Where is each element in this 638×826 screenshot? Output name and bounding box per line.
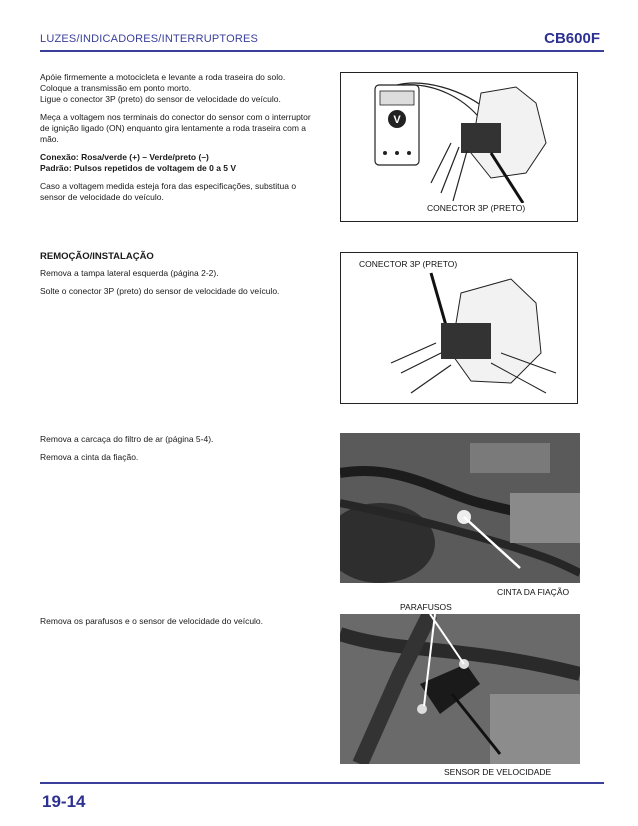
instruction-text: Remova a carcaça do filtro de ar (página 5-4). [40,434,214,444]
header-rule [40,50,604,52]
voltage-test-illustration [341,73,577,221]
model-name: CB600F [544,30,600,47]
photo-speed-sensor [340,614,580,764]
figure-voltage-test [340,72,578,222]
figure-connector [340,252,578,404]
speed-sensor-photo [340,614,580,764]
instruction-text: Remova os parafusos e o sensor de velocidade do veículo. [40,616,264,626]
fig1-callout: CONECTOR 3P (PRETO) [427,203,526,213]
section-heading: REMOÇÃO/INSTALAÇÃO [40,251,154,262]
test-instructions [40,72,318,210]
page-number: 19-14 [42,792,86,811]
connector-illustration [341,253,577,403]
air-filter-instructions [40,434,318,470]
instruction-text: Caso a voltagem medida esteja fora das especificações, substitua o sensor de velocidade do veículo. [40,181,297,202]
section-title: LUZES/INDICADORES/INTERRUPTORES [40,33,259,45]
instruction-text: Meça a voltagem nos terminais do conector do sensor com o interruptor de ignição ligado (ON) enquanto gira lentamente a roda traseira com a mão. [40,112,311,144]
instruction-text: Remova a cinta da fiação. [40,452,139,462]
instruction-text: Remova a tampa lateral esquerda (página 2-2). [40,268,219,278]
fig4-callout-bottom: SENSOR DE VELOCIDADE [444,767,552,777]
instruction-text: Ligue o conector 3P (preto) do sensor de velocidade do veículo. [40,94,281,104]
meter-symbol: V [393,114,401,126]
wire-band-photo [340,433,580,583]
connection-spec: Conexão: Rosa/verde (+) – Verde/preto (–) [40,152,209,162]
fig2-callout: CONECTOR 3P (PRETO) [359,259,458,269]
instruction-text: Solte o conector 3P (preto) do sensor de velocidade do veículo. [40,286,280,296]
fig4-callout-top: PARAFUSOS [400,602,452,612]
sensor-removal-instructions [40,616,318,634]
removal-instructions [40,251,318,304]
photo-wire-band [340,433,580,583]
fig3-callout: CINTA DA FIAÇÃO [497,587,570,597]
instruction-text: Apóie firmemente a motocicleta e levante a roda traseira do solo. [40,72,286,82]
footer-rule [40,782,604,784]
standard-spec: Padrão: Pulsos repetidos de voltagem de 0 a 5 V [40,163,237,173]
instruction-text: Coloque a transmissão em ponto morto. [40,83,192,93]
